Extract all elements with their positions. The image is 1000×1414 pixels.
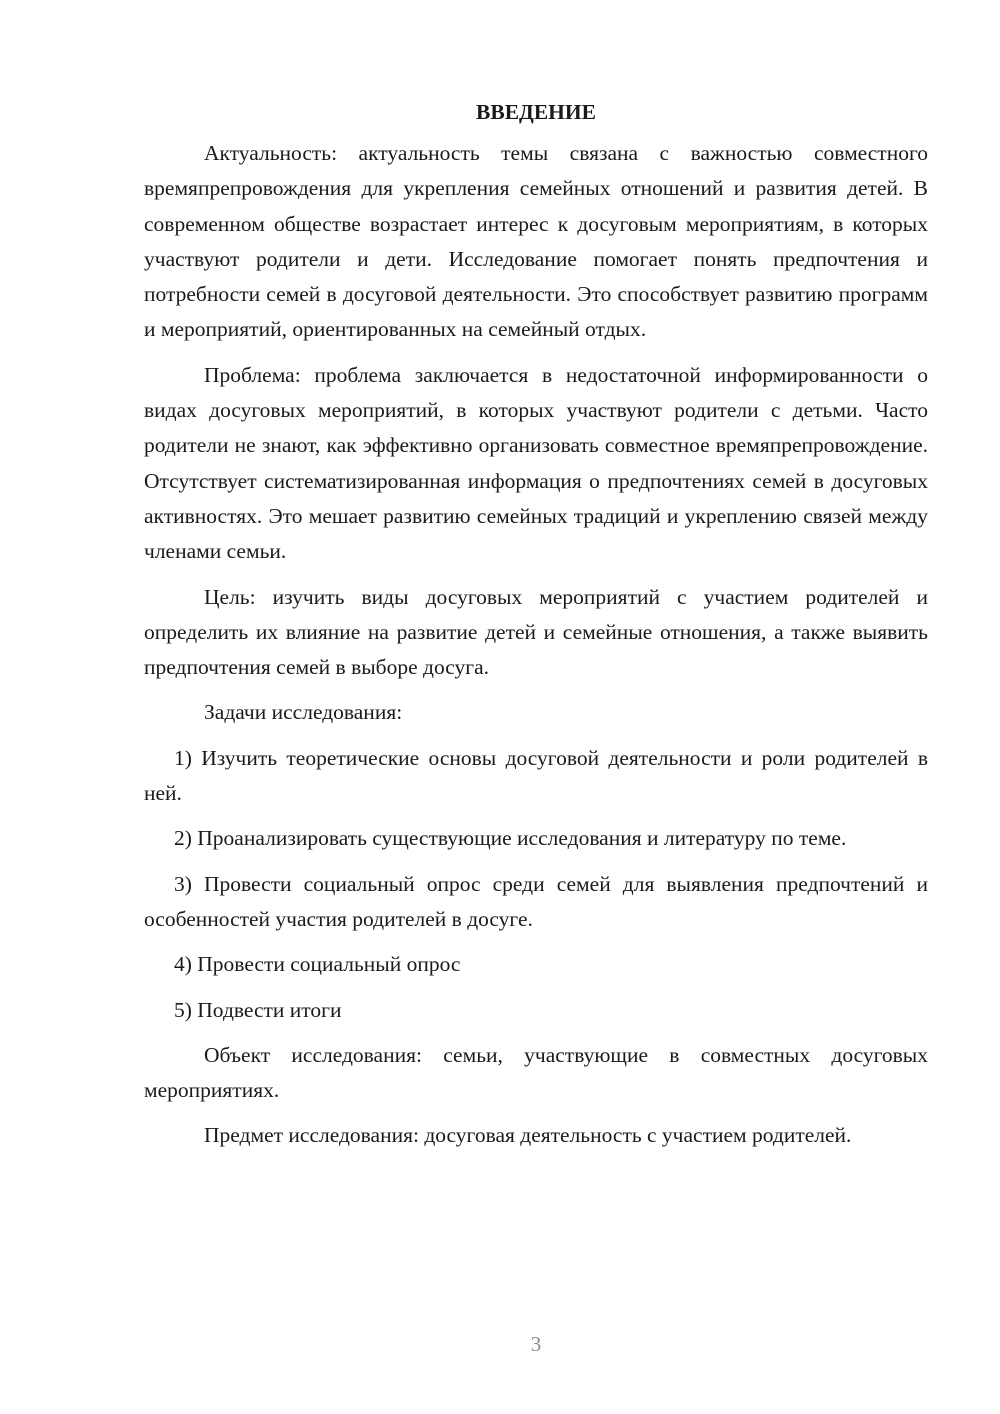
task-item: 1) Изучить теоретические основы досуговой деятельности и роли родителей в ней. (144, 745, 928, 806)
goal-paragraph: Цель: изучить виды досуговых мероприятий с участием родителей и определить их влияние на развитие детей и семейные отношения, а также выявить предпочтения семей в выборе досуга. (144, 584, 928, 680)
object-paragraph: Объект исследования: семьи, участвующие в совместных досуговых мероприятиях. (144, 1042, 928, 1103)
task-item: 2) Проанализировать существующие исследования и литературу по теме. (174, 826, 847, 851)
relevance-paragraph: Актуальность: актуальность темы связана с важностью совместного времяпрепровождения для укрепления семейных отношений и развития детей. В современном обществе возрастает интерес к досуговым мероприятиям, в которых участвуют родители и дети. Исследование помогает понять предпочтения и потребности семей в досуговой деятельности. Это способствует развитию программ и мероприятий, ориентированных на семейный отдых. (144, 141, 928, 342)
page-title: ВВЕДЕНИЕ (476, 100, 596, 124)
tasks-heading: Задачи исследования: (204, 700, 403, 725)
task-item: 4) Провести социальный опрос (174, 952, 461, 977)
subject-paragraph: Предмет исследования: досуговая деятельность с участием родителей. (204, 1123, 852, 1148)
task-item: 5) Подвести итоги (174, 997, 342, 1022)
document-page (144, 96, 928, 1164)
page-number: 3 (530, 1332, 542, 1356)
problem-paragraph: Проблема: проблема заключается в недостаточной информированности о видах досуговых мероприятий, в которых участвуют родители с детьми. Часто родители не знают, как эффективно организовать совместное времяпрепровождение. Отсутствует систематизированная информация о предпочтениях семей в досуговых активностях. Это мешает развитию семейных традиций и укреплению связей между членами семьи. (144, 362, 928, 564)
task-item: 3) Провести социальный опрос среди семей для выявления предпочтений и особенностей участия родителей в досуге. (144, 871, 928, 931)
tasks-list (144, 741, 928, 1028)
